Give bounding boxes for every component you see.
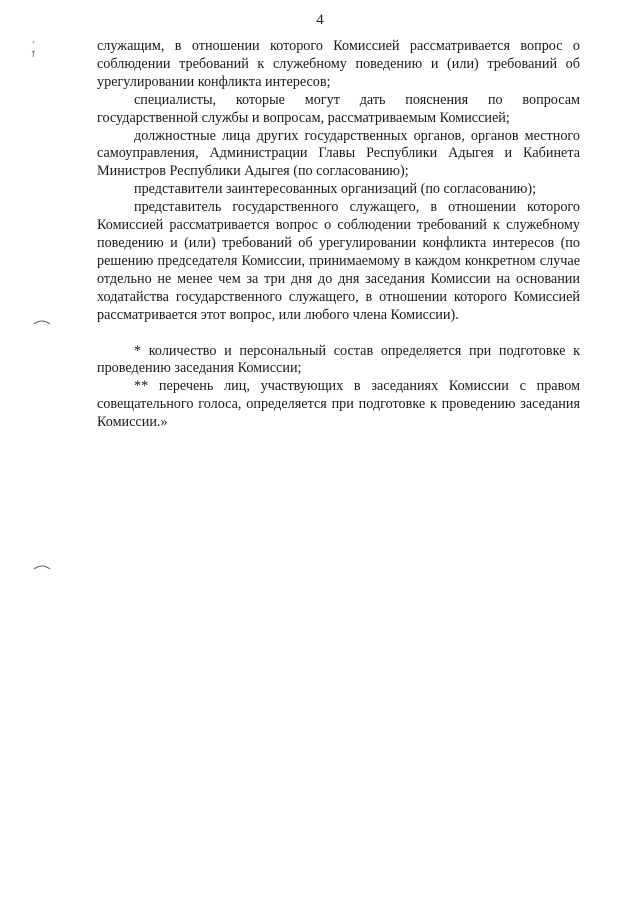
page-number: 4 xyxy=(316,12,324,28)
paragraph: должностные лица других государственных органов, органов местного самоуправления, Администрации Главы Республики Адыгея и Кабинета Министров Республики Адыгея (по согласованию); xyxy=(97,127,580,180)
margin-scan-mark xyxy=(33,318,53,328)
spacer xyxy=(97,325,580,343)
paragraph: служащим, в отношении которого Комиссией рассматривается вопрос о соблюдении требований к служебному поведению и (или) требований об урегулировании конфликта интересов; xyxy=(97,38,580,90)
footnote: * количество и персональный состав определяется при подготовке к проведению заседания Комиссии; xyxy=(97,342,580,377)
paragraph: представитель государственного служащего, в отношении которого Комиссией рассматривается вопрос о соблюдении требований к служебному поведению и (или) требований об урегулировании конфликта интересов (по решению председателя Комиссии, принимаемому в каждом конкретном случае отдельно не менее чем за три дня до дня заседания Комиссии на основании ходатайства государственного служащего, в отношении которого Комиссией рассматривается этот вопрос, или любого члена Комиссии). xyxy=(97,199,580,323)
margin-scan-marks xyxy=(28,40,42,60)
paragraph: представители заинтересованных организаций (по согласованию); xyxy=(134,181,537,198)
footnote: ** перечень лиц, участвующих в заседаниях Комиссии с правом совещательного голоса, определяется при подготовке к проведению заседания Комиссии.» xyxy=(97,378,580,431)
document-body xyxy=(97,38,580,432)
margin-scan-mark xyxy=(33,563,53,573)
paragraph: специалисты, которые могут дать пояснения по вопросам государственной службы и вопросам, рассматриваемым Комиссией; xyxy=(97,91,580,126)
